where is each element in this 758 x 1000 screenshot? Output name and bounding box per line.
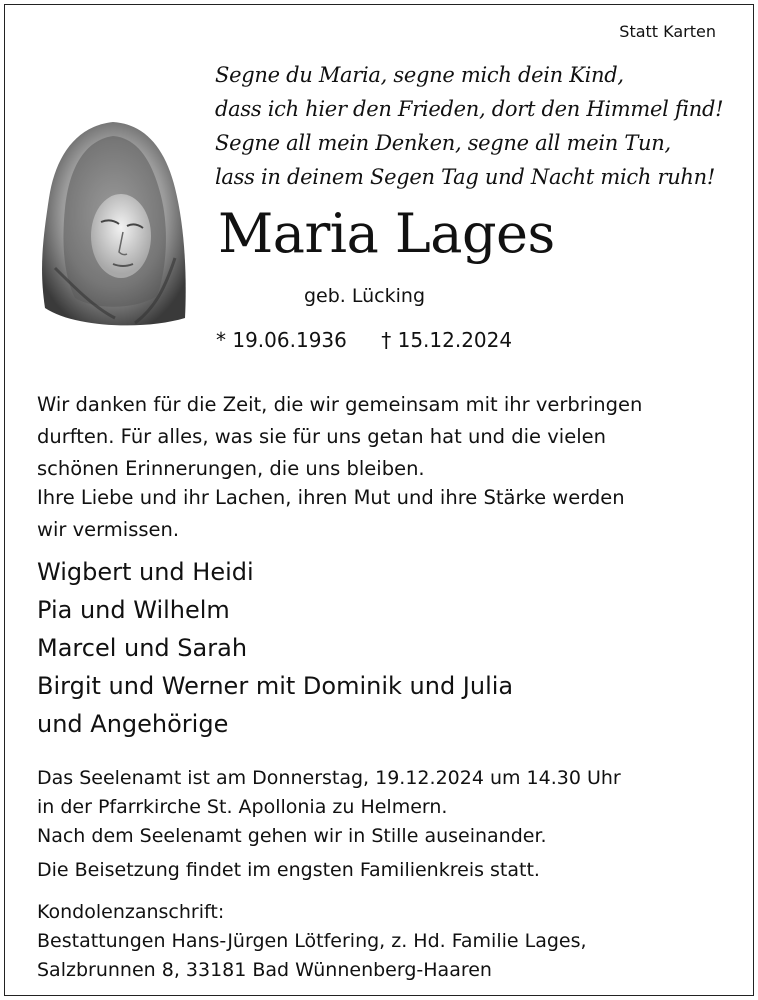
text-line: durften. Für alles, was sie für uns getan hat und die vielen — [37, 425, 606, 448]
text-line: in der Pfarrkirche St. Apollonia zu Helmern. — [37, 796, 448, 818]
poem-line: Segne du Maria, segne mich dein Kind, — [215, 63, 624, 87]
text-line: Salzbrunnen 8, 33181 Bad Wünnenberg-Haaren — [37, 959, 492, 981]
mourner-entry: Birgit und Werner mit Dominik und Julia — [37, 672, 514, 700]
text-line: Nach dem Seelenamt gehen wir in Stille auseinander. — [37, 825, 547, 847]
text-line: Bestattungen Hans-Jürgen Lötfering, z. Hd. Familie Lages, — [37, 930, 587, 952]
poem-line: lass in deinem Segen Tag und Nacht mich ruhn! — [215, 165, 716, 189]
gratitude-paragraph-1 — [37, 389, 642, 485]
condolence-address — [37, 898, 587, 985]
mourner-entry: und Angehörige — [37, 710, 229, 738]
mourners-list — [37, 553, 513, 743]
birth-name: geb. Lücking — [304, 285, 426, 307]
madonna-portrait-image — [35, 118, 190, 333]
text-line: Ihre Liebe und ihr Lachen, ihren Mut und ihre Stärke werden — [37, 486, 625, 509]
mourner-entry: Marcel und Sarah — [37, 634, 248, 662]
life-dates — [216, 328, 540, 352]
text-line: Kondolenzanschrift: — [37, 901, 225, 923]
service-info — [37, 764, 621, 851]
burial-info: Die Beisetzung findet im engsten Familienkreis statt. — [37, 859, 540, 881]
poem-line: Segne all mein Denken, segne all mein Tun, — [215, 131, 671, 155]
mourner-entry: Pia und Wilhelm — [37, 596, 230, 624]
birth-date: * 19.06.1936 — [216, 328, 347, 352]
poem — [215, 58, 723, 194]
mourner-entry: Wigbert und Heidi — [37, 558, 254, 586]
gratitude-paragraph-2 — [37, 482, 625, 546]
text-line: Das Seelenamt ist am Donnerstag, 19.12.2024 um 14.30 Uhr — [37, 767, 621, 789]
death-date: † 15.12.2024 — [381, 328, 513, 352]
poem-line: dass ich hier den Frieden, dort den Himmel find! — [215, 97, 724, 121]
text-line: wir vermissen. — [37, 518, 180, 541]
statt-karten-label: Statt Karten — [619, 22, 716, 41]
text-line: schönen Erinnerungen, die uns bleiben. — [37, 457, 425, 480]
text-line: Wir danken für die Zeit, die wir gemeinsam mit ihr verbringen — [37, 393, 643, 416]
deceased-name: Maria Lages — [218, 202, 555, 265]
